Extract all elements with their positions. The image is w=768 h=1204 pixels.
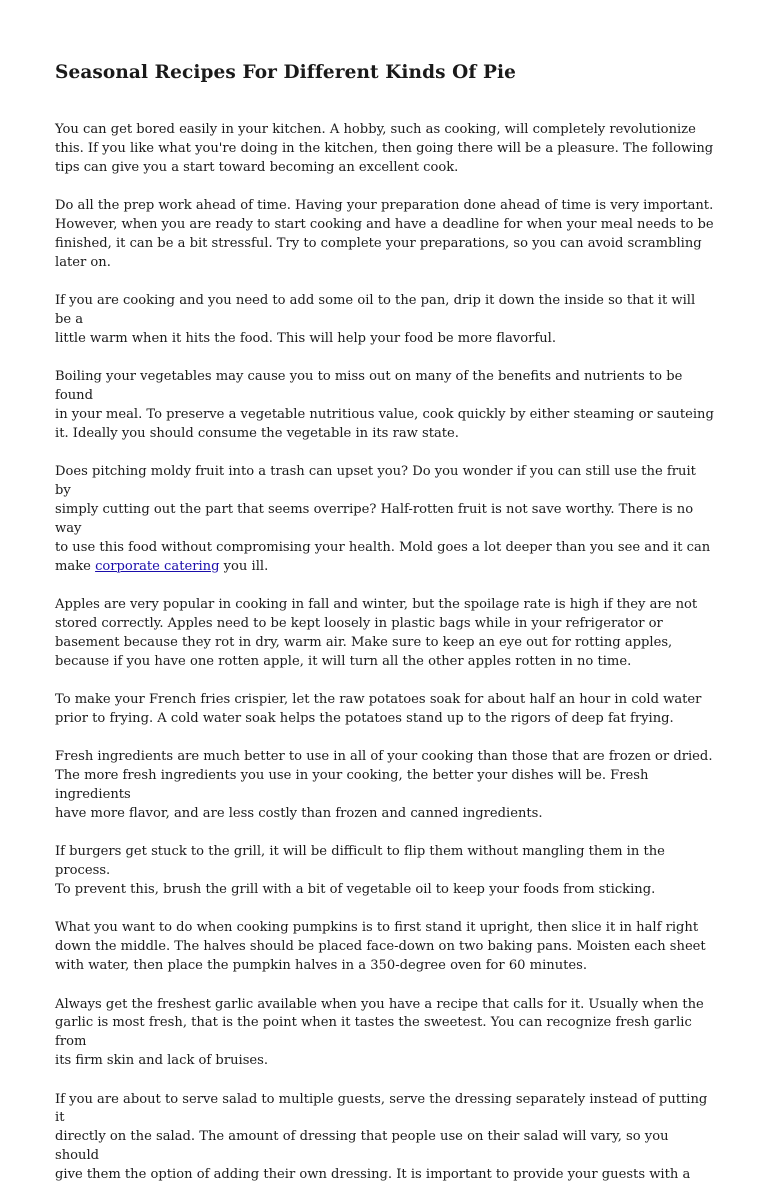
corporate-catering-link[interactable]: corporate catering — [95, 558, 220, 574]
document-title: Seasonal Recipes For Different Kinds Of Pie — [55, 62, 517, 83]
document-page — [55, 58, 715, 1204]
paragraph-garlic: Always get the freshest garlic available when you have a recipe that calls for it. Usually when the garlic is most fresh, that is the point when it tastes the sweetest. You can recognize fresh garlic from its firm skin and lack of bruises. — [55, 996, 704, 1069]
paragraph-oil-in-pan: If you are cooking and you need to add some oil to the pan, drip it down the inside so that it will be a little warm when it hits the food. This will help your food be more flavorful. — [55, 293, 696, 346]
paragraph-moldy-fruit — [55, 463, 715, 576]
paragraph-pumpkins: What you want to do when cooking pumpkins is to first stand it upright, then slice it in half right down the middle. The halves should be placed face-down on two baking pans. Moisten each sheet with water, then place the pumpkin halves in a 350-degree oven for 60 minutes. — [55, 920, 706, 974]
paragraph-apples: Apples are very popular in cooking in fall and winter, but the spoilage rate is high if they are not stored correctly. Apples need to be kept loosely in plastic bags while in your refrigerator or basement because they rot in dry, warm air. Make sure to keep an eye out for rotting apples, because if you have one rotten apple, it will turn all the other apples rotten in no time. — [55, 597, 698, 669]
paragraph-salad-dressing: If you are about to serve salad to multiple guests, serve the dressing separately instead of putting it directly on the salad. The amount of dressing that people use on their salad will vary, so you should give them the option of adding their own dressing. It is important to provide your guests with a — [55, 1091, 708, 1183]
paragraph-fresh-ingredients: Fresh ingredients are much better to use in all of your cooking than those that are frozen or dried. The more fresh ingredients you use in your cooking, the better your dishes will be. Fresh ingredients have more flavor, and are less costly than frozen and canned ingredients. — [55, 749, 713, 822]
moldy-fruit-text-end: you ill. — [219, 558, 269, 574]
paragraph-prep-work: Do all the prep work ahead of time. Having your preparation done ahead of time is very important. However, when you are ready to start cooking and have a deadline for when your meal needs to be finished, it can be a bit stressful. Try to complete your preparations, so you can avoid scrambling later on. — [55, 198, 714, 270]
paragraph-boiling-vegetables: Boiling your vegetables may cause you to miss out on many of the benefits and nutrients to be found in your meal. To preserve a vegetable nutritious value, cook quickly by either steaming or sauteing it. Ideally you should consume the vegetable in its raw state. — [55, 369, 714, 441]
paragraph-french-fries: To make your French fries crispier, let the raw potatoes soak for about half an hour in cold water prior to frying. A cold water soak helps the potatoes stand up to the rigors of deep fat frying. — [55, 692, 702, 726]
paragraph-bored-in-kitchen: You can get bored easily in your kitchen. A hobby, such as cooking, will completely revolutionize this. If you like what you're doing in the kitchen, then going there will be a pleasure. The following tips can give you a start toward becoming an excellent cook. — [55, 122, 714, 175]
moldy-fruit-text: Does pitching moldy fruit into a trash can upset you? Do you wonder if you can still use the fruit by simply cutting out the part that seems overripe? Half-rotten fruit is not save worthy. There is no way to use this food without compromising your health. Mold goes a lot deeper than you see and it can make — [55, 464, 711, 574]
paragraph-burgers: If burgers get stuck to the grill, it will be difficult to flip them without mangling them in the process. To prevent this, brush the grill with a bit of vegetable oil to keep your foods from sticking. — [55, 844, 665, 898]
